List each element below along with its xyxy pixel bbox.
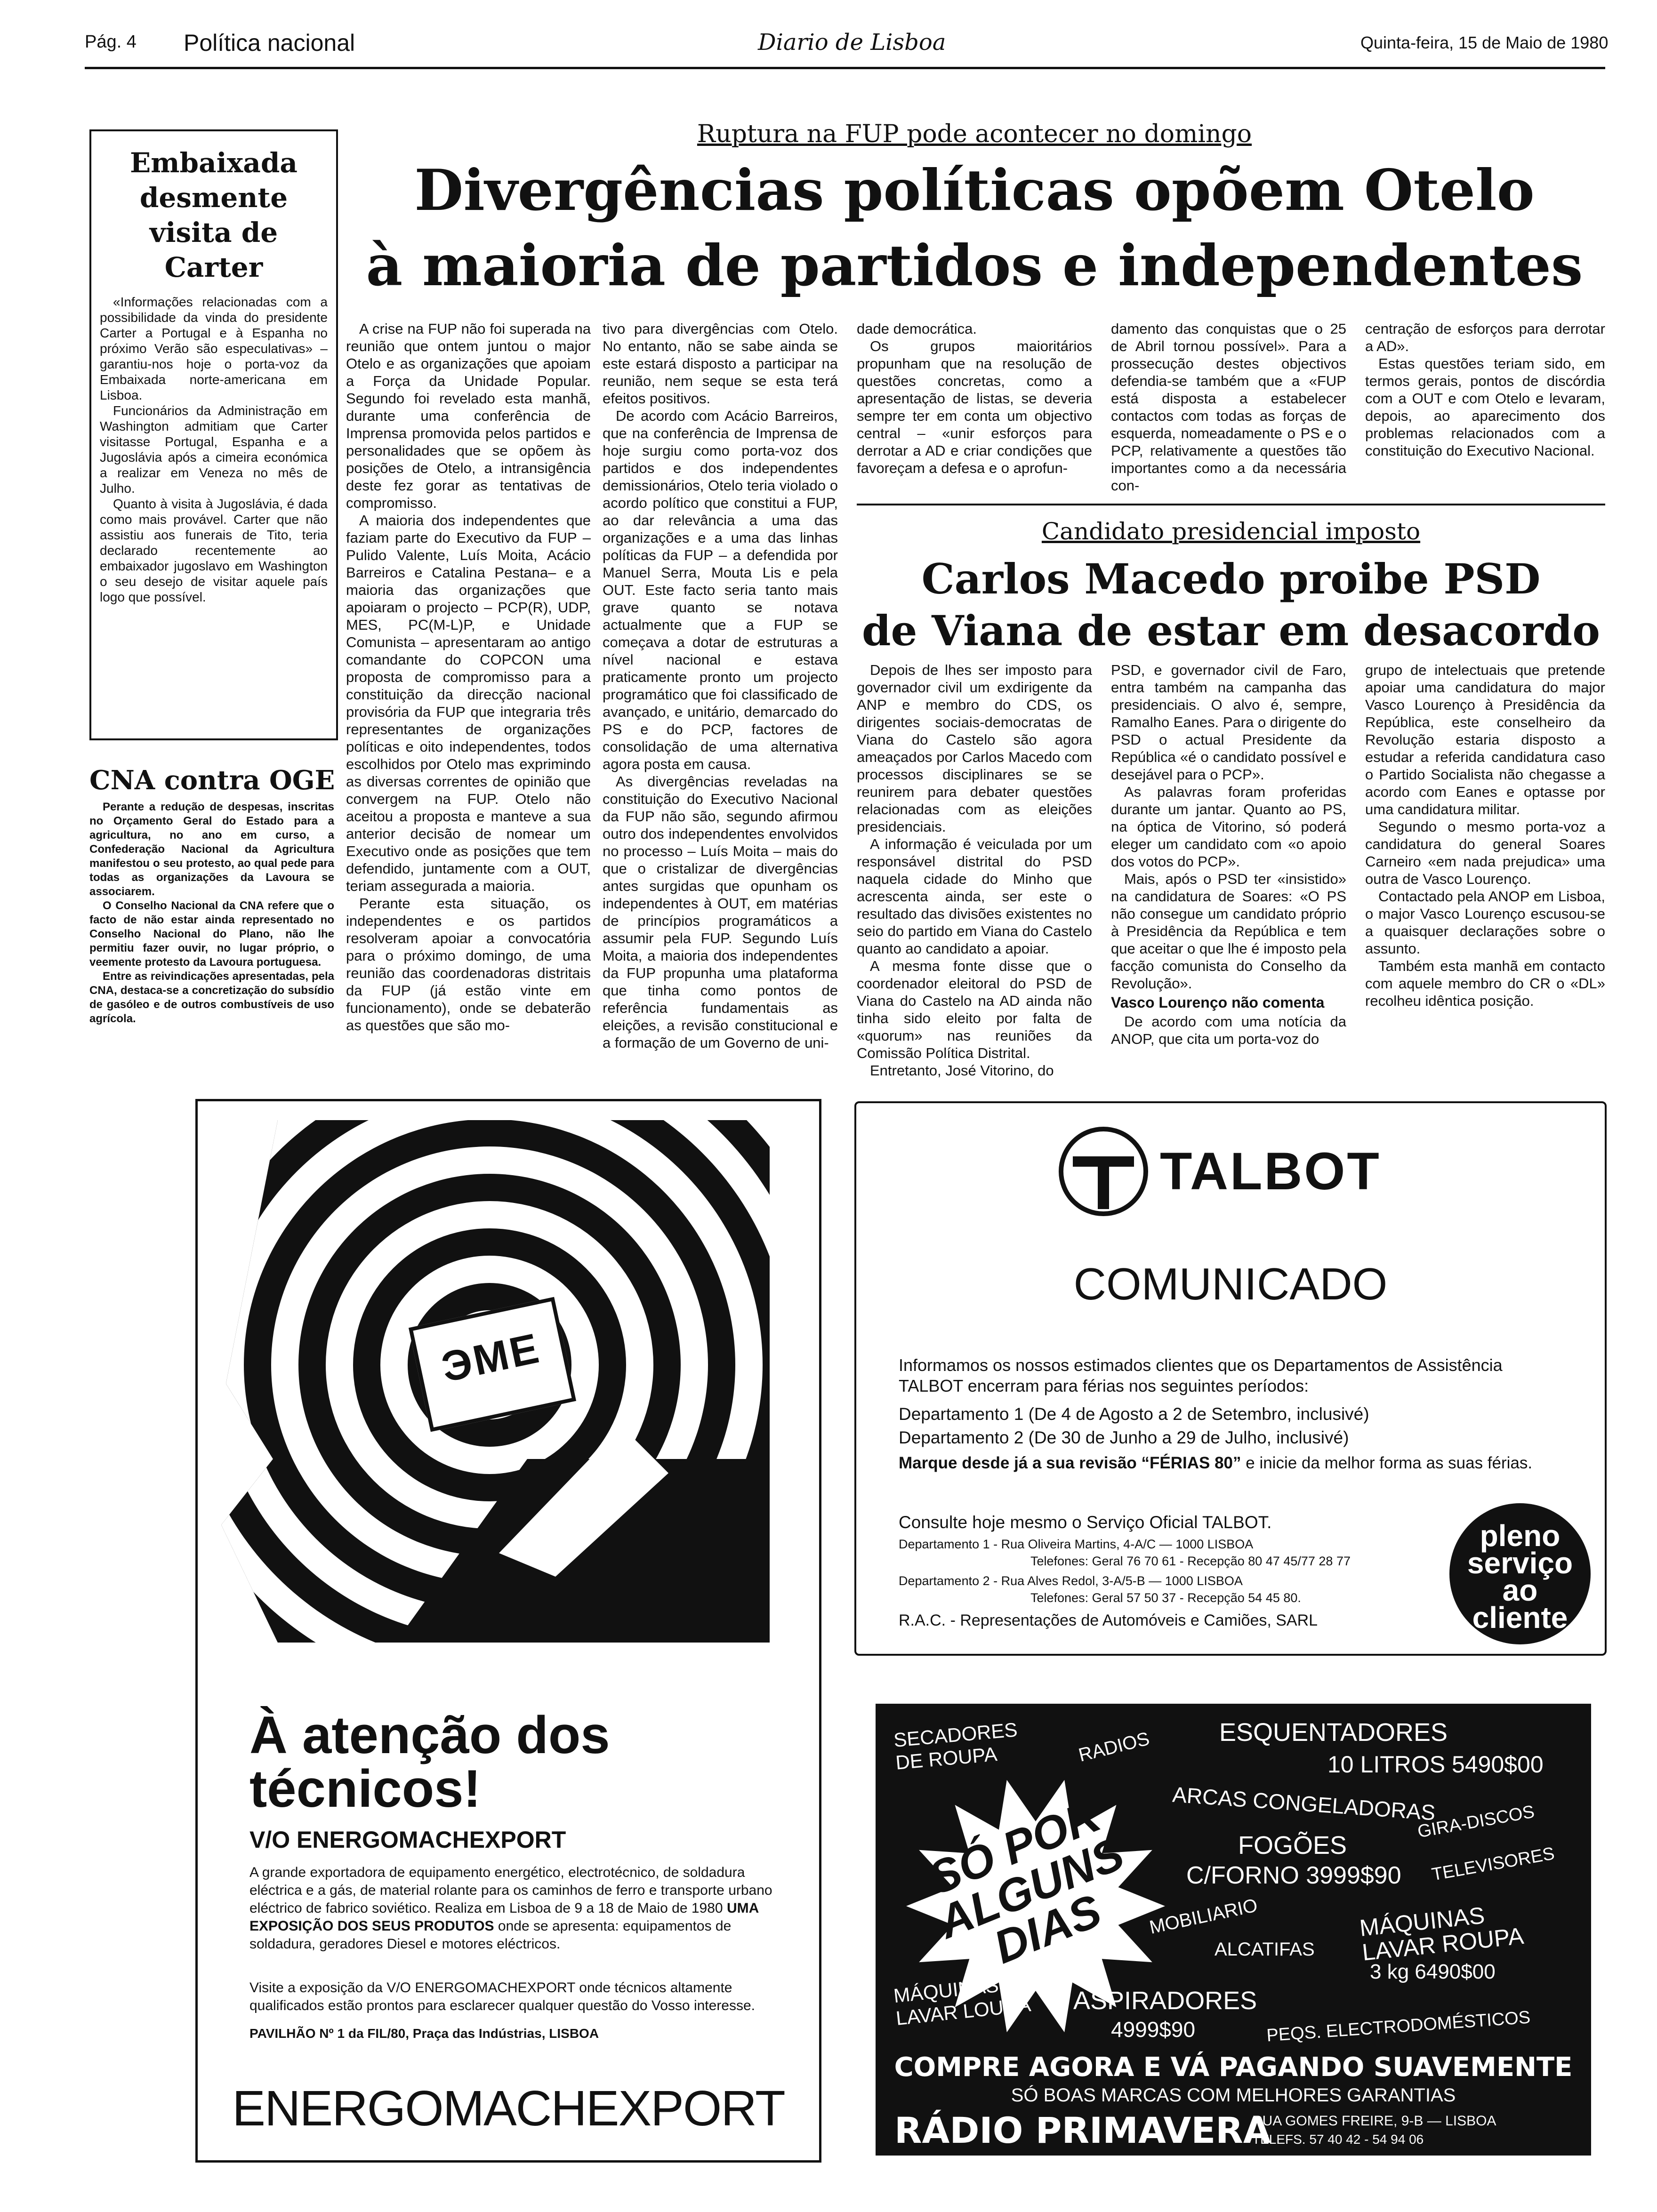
macedo-headline-2: de Viana de estar em desacordo: [861, 606, 1600, 655]
energo-pavilion: PAVILHÃO Nº 1 da FIL/80, Praça das Indústrias, LISBOA: [249, 2026, 599, 2041]
macedo-kicker: Candidato presidencial imposto: [1041, 518, 1421, 545]
energo-para1-bold: UMA EXPOSIÇÃO DOS SEUS PRODUTOS: [249, 1900, 759, 1934]
talbot-badge: [1449, 1503, 1591, 1644]
talbot-badge-word: cliente: [1472, 1601, 1568, 1635]
talbot-tel2: Telefones: Geral 57 50 37 - Recepção 54 45 80.: [1030, 1591, 1301, 1605]
radio-asp-price: 4999$90: [1111, 2017, 1196, 2042]
embaixada-paragraph: «Informações relacionadas com a possibilidade da vinda do presidente Carter a Portugal e à Espanha no próximo Verão são especulativas» – garantiu-nos hoje o porta-voz da Embaixada norte-americana em Lisboa.: [100, 295, 328, 402]
radio-pequenos: PEQS. ELECTRODOMÉSTICOS: [1266, 2007, 1531, 2046]
talbot-badge-text: [1449, 1519, 1591, 1635]
cna-title: CNA contra OGE: [89, 765, 335, 796]
talbot-remark: [899, 1454, 1532, 1473]
talbot-brand: TALBOT: [1160, 1142, 1381, 1201]
macedo-paragraph: Mais, após o PSD ter «insistido» na candidatura de Soares: «O PS não consegue um candidato próprio à Presidência da República e tem que aceitar o que lhe é imposto pela facção comunista do Conselho da Revolução».: [1111, 871, 1346, 992]
fup-paragraph: Os grupos maioritários propunham que na resolução de questões concretas, como a apresentação de listas, se deveria sempre ter em conta um objectivo central – «unir esforços para derrotar a AD e criar condições que favoreçam a defesa e o aprofun-: [857, 338, 1092, 476]
macedo-paragraph: Entretanto, José Vitorino, do: [870, 1062, 1054, 1079]
radio-tele: TELEVISORES: [1430, 1843, 1556, 1885]
energo-brand: ENERGOMACHEXPORT: [232, 2081, 785, 2136]
radio-store-name: RÁDIO PRIMAVERA: [894, 2109, 1271, 2151]
fup-paragraph: damento das conquistas que o 25 de Abril tornou possível». Para a prossecução destes objectivos defendia-se também que a «FUP está disposta a estabelecer contactos com todas as forças de esquerda, nomeadamente o PS e o PCP, relativamente a questões tão importantes como a da necessária con-: [1111, 321, 1346, 494]
fup-paragraph: Estas questões teriam sido, em termos gerais, pontos de discórdia com a OUT e com Otelo e levaram, depois, ao aparecimento dos problemas relacionados com a constituição do Executivo Nacional.: [1365, 355, 1605, 459]
fup-column-4: [1111, 320, 1346, 494]
radio-maq-roupa-price: 3 kg 6490$00: [1370, 1960, 1496, 1983]
fup-paragraph: Perante esta situação, os independentes e os partidos resolveram apoiar a convocatória para o próximo domingo, de uma reunião das coordenadoras distritais da FUP (já estão vinte em funcionamento), onde se debaterão as questões que são mo-: [346, 895, 591, 1034]
fup-headline-1: Divergências políticas opõem Otelo: [414, 157, 1535, 224]
macedo-column-1: [857, 661, 1092, 1079]
macedo-paragraph: Segundo o mesmo porta-voz a candidatura do general Soares Carneiro «em nada prejudica» uma outra de Vasco Lourenço.: [1365, 818, 1605, 887]
fup-column-2: [603, 320, 838, 1051]
cna-paragraph: O Conselho Nacional da CNA refere que o facto de não estar ainda representado no Conselho Nacional do Plano, não lhe permitiu fazer ouvir, no lugar próprio, o veemente protesto da Lavoura portuguesa.: [89, 899, 334, 969]
radio-compre: COMPRE AGORA E VÁ PAGANDO SUAVEMENTE: [894, 2052, 1573, 2083]
energo-ad: [195, 1099, 821, 2163]
fup-paragraph: De acordo com Acácio Barreiros, que na conferência de Imprensa de hoje surgiu como porta-voz dos partidos e dos independentes demissionários, Otelo teria violado o acordo político que constitui a FUP, ao dar relevância a uma das organizações e a uma das linhas políticas da FUP – a defendida por Manuel Serra, Mouta Lis e pela OUT. Este facto seria tanto mais grave quanto se notava actualmente que a FUP se começava a dotar de estruturas a nível nacional e estava praticamente pronto um projecto programático que foi classificado de avançado, e unitário, demarcado do PS e do PCP, factores de consolidação de uma alternativa agora posta em causa.: [603, 408, 838, 772]
energo-para2: Visite a exposição da V/O ENERGOMACHEXPORT onde técnicos altamente qualificados estão prontos para esclarecer qualquer questão do Vosso interesse.: [249, 1980, 756, 2013]
talbot-remark-bold: Marque desde já a sua revisão “FÉRIAS 80”: [899, 1454, 1241, 1472]
talbot-intro: Informamos os nossos estimados clientes que os Departamentos de Assistência TALBOT encerram para férias nos seguintes períodos:: [899, 1355, 1503, 1395]
embaixada-box: [89, 129, 338, 740]
fup-column-5: [1365, 320, 1605, 459]
macedo-subhead: Vasco Lourenço não comenta: [1111, 994, 1325, 1011]
fup-paragraph: dade democrática.: [857, 321, 977, 337]
macedo-paragraph: PSD, e governador civil de Faro, entra também na campanha das presidenciais. O alvo é, sempre, Ramalho Eanes. Para o dirigente do PSD o actual Presidente da República «é o candidato possível e desejável para o PCP».: [1111, 662, 1346, 783]
macedo-paragraph: Também esta manhã em contacto com aquele membro do CR o «DL» recolheu idêntica posição.: [1365, 958, 1605, 1009]
macedo-paragraph: grupo de intelectuais que pretende apoiar uma candidatura do major Vasco Lourenço à Presidência da República, este conselheiro da Revolução estaria disposto a estudar a referida candidatura caso o Partido Socialista não chegasse a acordo com Eanes e optasse por uma candidatura militar.: [1365, 662, 1605, 817]
fup-kicker: Ruptura na FUP pode acontecer no domingo: [697, 120, 1252, 148]
radio-address: RUA GOMES FREIRE, 9-B — LISBOA: [1252, 2113, 1496, 2129]
talbot-addr2: Departamento 2 - Rua Alves Redol, 3-A/5-B — 1000 LISBOA: [899, 1574, 1243, 1588]
radio-maq-louca: MÁQUINAS LAVAR LOUÇA: [892, 1974, 1032, 2029]
macedo-paragraph: A informação é veiculada por um responsável distrital do PSD naquela cidade do Minho que acrescenta ainda, ser este o resultado das divisões existentes no seio do partido em Viana do Castelo quanto ao candidato a apoiar.: [857, 836, 1092, 957]
talbot-title: COMUNICADO: [1073, 1259, 1388, 1309]
cna-body: [89, 800, 334, 1026]
fup-paragraph: As divergências reveladas na constituição do Executivo Nacional da FUP não são, segundo afirmou outro dos independentes envolvidos no processo – Luís Moita – mais do que o cristalizar de divergências antes surgidas que opunham os independentes à OUT, em matérias de princípios programáticos a assumir pela FUP. Segundo Luís Moita, a maioria dos independentes da FUP propunha uma plataforma que tinha como pontos de referência fundamentais as eleições, a revisão constitucional e a formação de um Governo de uni-: [603, 773, 838, 1051]
talbot-badge-word: pleno: [1480, 1519, 1560, 1553]
radio-gira: GIRA-DISCOS: [1416, 1802, 1536, 1842]
cna-paragraph: Perante a redução de despesas, inscritas no Orçamento Geral do Estado para a agricultura, no ano em curso, a Confederação Nacional da Agricultura manifestou o seu protesto, ao qual pede para todas as organizações da Lavoura se associarem.: [89, 801, 334, 898]
macedo-paragraph: Depois de lhes ser imposto para governador civil um exdirigente da ANP e membro do CDS, os dirigentes sociais-democratas de Viana do Castelo são agora ameaçados por Carlos Macedo com processos disciplinares se se reunirem para debater questões relacionadas com as eleições presidenciais.: [857, 662, 1092, 835]
embaixada-paragraph: Funcionários da Administração em Washington admitiam que Carter visitasse Portugal, Espanha e a Jugoslávia após a cimeira económica a realizar em Veneza no mês de Julho.: [100, 403, 328, 496]
talbot-remark-end: e inicie da melhor forma as suas férias.: [1246, 1454, 1533, 1472]
radio-forno: C/FORNO 3999$90: [1186, 1862, 1401, 1889]
macedo-column-2: [1111, 661, 1346, 1048]
embaixada-body: [100, 294, 328, 605]
masthead: Diario de Lisboa: [758, 29, 946, 56]
radio-maq-roupa: MÁQUINAS LAVAR ROUPA: [1358, 1902, 1525, 1966]
talbot-dept2: Departamento 2 (De 30 de Junho a 29 de Julho, inclusivé): [899, 1428, 1349, 1447]
radio-esquentadores: ESQUENTADORES: [1219, 1718, 1448, 1747]
page-number: Pág. 4: [85, 32, 137, 52]
radio-secadores: SECADORES DE ROUPA: [893, 1718, 1019, 1774]
fup-column-1: [346, 320, 591, 1034]
page-date: Quinta-feira, 15 de Maio de 1980: [1360, 33, 1609, 52]
talbot-logo-icon: [1056, 1124, 1150, 1218]
radio-ad: [876, 1704, 1591, 2156]
radio-phones: TELEFS. 57 40 42 - 54 94 06: [1252, 2132, 1424, 2147]
talbot-ad: [854, 1101, 1607, 1656]
talbot-consult: Consulte hoje mesmo o Serviço Oficial TALBOT.: [899, 1513, 1272, 1532]
macedo-column-3: [1365, 661, 1605, 1010]
fup-column-3: [857, 320, 1092, 477]
talbot-addr1: Departamento 1 - Rua Oliveira Martins, 4-A/C — 1000 LISBOA: [899, 1537, 1254, 1551]
macedo-paragraph: As palavras foram proferidas durante um jantar. Quanto ao PS, na óptica de Vitorino, só poderá eleger um candidato com «o apoio dos votos do PCP».: [1111, 784, 1346, 870]
energo-para1-end: onde se apresenta: equipamentos de soldadura, geradores Diesel e motores eléctricos.: [249, 1918, 732, 1952]
macedo-paragraph: De acordo com uma notícia da ANOP, que cita um porta-voz do: [1111, 1013, 1346, 1047]
talbot-rac: R.A.C. - Representações de Automóveis e Camiões, SARL: [899, 1611, 1318, 1629]
macedo-paragraph: Contactado pela ANOP em Lisboa, o major Vasco Lourenço escusou-se a quaisquer declarações sobre o assunto.: [1365, 888, 1605, 957]
radio-esq-price: 10 LITROS 5490$00: [1327, 1751, 1544, 1778]
radio-radios: RADIOS: [1076, 1728, 1152, 1766]
radio-fogoes: FOGÕES: [1238, 1831, 1347, 1859]
radio-aspiradores: ASPIRADORES: [1073, 1987, 1257, 2015]
radio-marcas: SÓ BOAS MARCAS COM MELHORES GARANTIAS: [1011, 2085, 1456, 2106]
talbot-badge-word: ao: [1502, 1573, 1538, 1607]
fup-headline-2: à maioria de partidos e independentes: [366, 232, 1583, 299]
macedo-paragraph: A mesma fonte disse que o coordenador eleitoral do PSD de Viana do Castelo na AD ainda não tinha sido eleito por falta de «quorum» nas reuniões da Comissão Política Distrital.: [857, 958, 1092, 1061]
fup-paragraph: centração de esforços para derrotar a AD».: [1365, 321, 1605, 354]
radio-alcatifas: ALCATIFAS: [1215, 1939, 1315, 1960]
embaixada-paragraph: Quanto à visita à Jugoslávia, é dada como mais provável. Carter que não assistiu aos funerais de Tito, teria declarado recentemente ao embaixador jugoslavo em Washington o seu desejo de visitar aquele país logo que possível.: [100, 497, 328, 604]
talbot-badge-word: serviço: [1467, 1546, 1573, 1580]
radio-mobiliario: MOBILIARIO: [1147, 1895, 1260, 1938]
radio-arcas: ARCAS CONGELADORAS: [1171, 1782, 1436, 1825]
section-title: Política nacional: [184, 30, 355, 56]
talbot-dept1: Departamento 1 (De 4 de Agosto a 2 de Setembro, inclusivé): [899, 1404, 1369, 1424]
energo-para1: [249, 1864, 777, 1953]
energo-company-text: V/O ENERGOMACHEXPORT: [249, 1827, 566, 1853]
energo-logo-text: ЭМЕ: [437, 1324, 545, 1392]
fup-paragraph: tivo para divergências com Otelo. No entanto, não se sabe ainda se este estará disposto a participar na reunião, nem seque se esta terá efeitos positivos.: [603, 321, 838, 407]
macedo-headline-1: Carlos Macedo proibe PSD: [921, 554, 1541, 603]
energo-headline: À atenção dos técnicos!: [249, 1706, 610, 1818]
article-divider: [857, 504, 1605, 505]
header-rule: [85, 67, 1605, 69]
energo-company: [249, 1826, 566, 1853]
radio-burst-text: SÓ POR ALGUNS DIAS: [921, 1789, 1131, 1974]
fup-paragraph: A crise na FUP não foi superada na reunião que ontem juntou o major Otelo e as organizações que apoiam a Força da Unidade Popular. Segundo foi revelado esta manhã, durante uma conferência de Imprensa promovida pelos partidos e personalidades que se opõem às posições de Otelo, a intransigência deste fez gorar as tentativas de compromisso.: [346, 321, 591, 511]
cna-paragraph: Entre as reivindicações apresentadas, pela CNA, destaca-se a concretização do subsídio de gasóleo e de outros combustíveis de uso agrícola.: [89, 970, 334, 1025]
talbot-tel1: Telefones: Geral 76 70 61 - Recepção 80 47 45/77 28 77: [1030, 1554, 1351, 1568]
energo-para1-text: A grande exportadora de equipamento energético, electrotécnico, de soldadura eléctrica e a gás, de material rolante para os caminhos de ferro e transporte urbano eléctrico de fabrico soviético. Realiza em Lisboa de 9 a 18 de Maio de 1980: [249, 1865, 772, 1916]
embaixada-title: Embaixada desmente visita de Carter: [129, 147, 298, 283]
fup-paragraph: A maioria dos independentes que faziam parte do Executivo da FUP – Pulido Valente, Luís Moita, Acácio Barreiros e Catalina Pestana– e a maioria das organizações que apoiaram o projecto – PCP(R), UDP, MES, PC(M-L)P, e Unidade Comunista – apresentaram ao antigo comandante do COPCON uma proposta de compromisso para a constituição da direcção nacional provisória da FUP que integraria três representantes de organizações políticas e oito independentes, todos escolhidos por Otelo mas exprimindo as diversas correntes de opinião que convergem na FUP. Otelo não aceitou a proposta e manteve a sua anterior decisão de nomear um Executivo onde as posições que tem defendido, juntamente com a OUT, teriam assegurada a maioria.: [346, 512, 591, 894]
